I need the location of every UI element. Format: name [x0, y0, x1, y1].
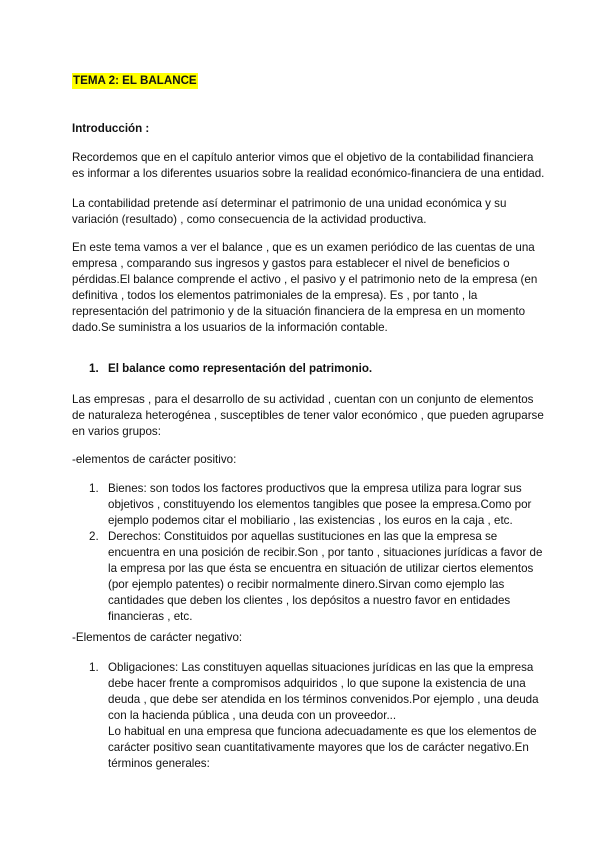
page-title: TEMA 2: EL BALANCE [73, 74, 197, 87]
intro-p3-line: representación del patrimonio y de la situación financiera de la empresa en un momento [72, 305, 526, 318]
list-item-line: Bienes: son todos los factores productivos que la empresa utiliza para lograr sus [108, 482, 522, 495]
intro-p3-line: dado.Se suministra a los usuarios de la información contable. [72, 321, 388, 334]
list-item-line: deuda , que debe ser atendida en los términos convenidos.Por ejemplo , una deuda [108, 693, 539, 706]
list-item-number: 1. [89, 661, 99, 674]
section1-number: 1. [89, 362, 99, 375]
section1-heading: El balance como representación del patrimonio. [108, 362, 373, 375]
list-item-line: ejemplo podemos citar el mobiliario , las existencias , los euros en la caja , etc. [108, 514, 513, 527]
list-item-number: 2. [89, 530, 99, 543]
list-item-line: financieras , etc. [108, 610, 193, 623]
list-item-line: encuentra en una posición de recibir.Son , por tanto , situaciones jurídicas a favor de [108, 546, 543, 559]
section1-p1-line: Las empresas , para el desarrollo de su actividad , cuentan con un conjunto de elementos [72, 393, 534, 406]
list-item-line: la empresa por las que ésta se encuentra en situación de utilizar ciertos elementos [108, 562, 534, 575]
intro-p3-line: pérdidas.El balance comprende el activo , el pasivo y el patrimonio neto de la empresa (en [72, 273, 538, 286]
intro-p3-line: En este tema vamos a ver el balance , que es un examen periódico de las cuentas de una [72, 241, 535, 254]
positive-label: -elementos de carácter positivo: [72, 453, 237, 466]
list-item-line: con la hacienda pública , una deuda con un proveedor... [108, 709, 397, 722]
list-item-line: términos generales: [108, 757, 210, 770]
list-item-line: objetivos , constituyendo los elementos tangibles que posee la empresa.Como por [108, 498, 532, 511]
intro-p1-line: es informar a los diferentes usuarios sobre la realidad económico-financiera de una entidad. [72, 167, 545, 180]
list-item-line: Derechos: Constituidos por aquellas sustituciones en las que la empresa se [108, 530, 498, 543]
list-item-number: 1. [89, 482, 99, 495]
list-item-line: carácter positivo sean cuantitativamente mayores que los de carácter negativo.En [108, 741, 529, 754]
intro-p3-line: empresa , comparando sus ingresos y gastos para establecer el nivel de beneficios o [72, 257, 510, 270]
section1-p1-line: de naturaleza heterogénea , susceptibles de tener valor económico , que pueden agruparse [72, 409, 544, 422]
list-item-line: (por ejemplo patentes) o recibir normalmente dinero.Sirvan como ejemplo las [108, 578, 505, 591]
intro-p3-line: definitiva , todos los elementos patrimoniales de la empresa). Es , por tanto , la [72, 289, 478, 302]
list-item-line: debe hacer frente a compromisos adquiridos , lo que supone la existencia de una [108, 677, 526, 690]
intro-p2-line: variación (resultado) , como consecuencia de la actividad productiva. [72, 213, 427, 226]
intro-p2-line: La contabilidad pretende así determinar el patrimonio de una unidad económica y su [72, 197, 507, 210]
list-item-line: Obligaciones: Las constituyen aquellas situaciones jurídicas en las que la empresa [108, 661, 534, 674]
intro-p1-line: Recordemos que en el capítulo anterior vimos que el objetivo de la contabilidad financiera [72, 151, 534, 164]
intro-heading: Introducción : [72, 122, 150, 135]
negative-label: -Elementos de carácter negativo: [72, 631, 243, 644]
list-item-line: Lo habitual en una empresa que funciona adecuadamente es que los elementos de [108, 725, 537, 738]
list-item-line: cantidades que deben los clientes , los depósitos a nuestro favor en entidades [108, 594, 511, 607]
section1-p1-line: en varios grupos: [72, 425, 161, 438]
